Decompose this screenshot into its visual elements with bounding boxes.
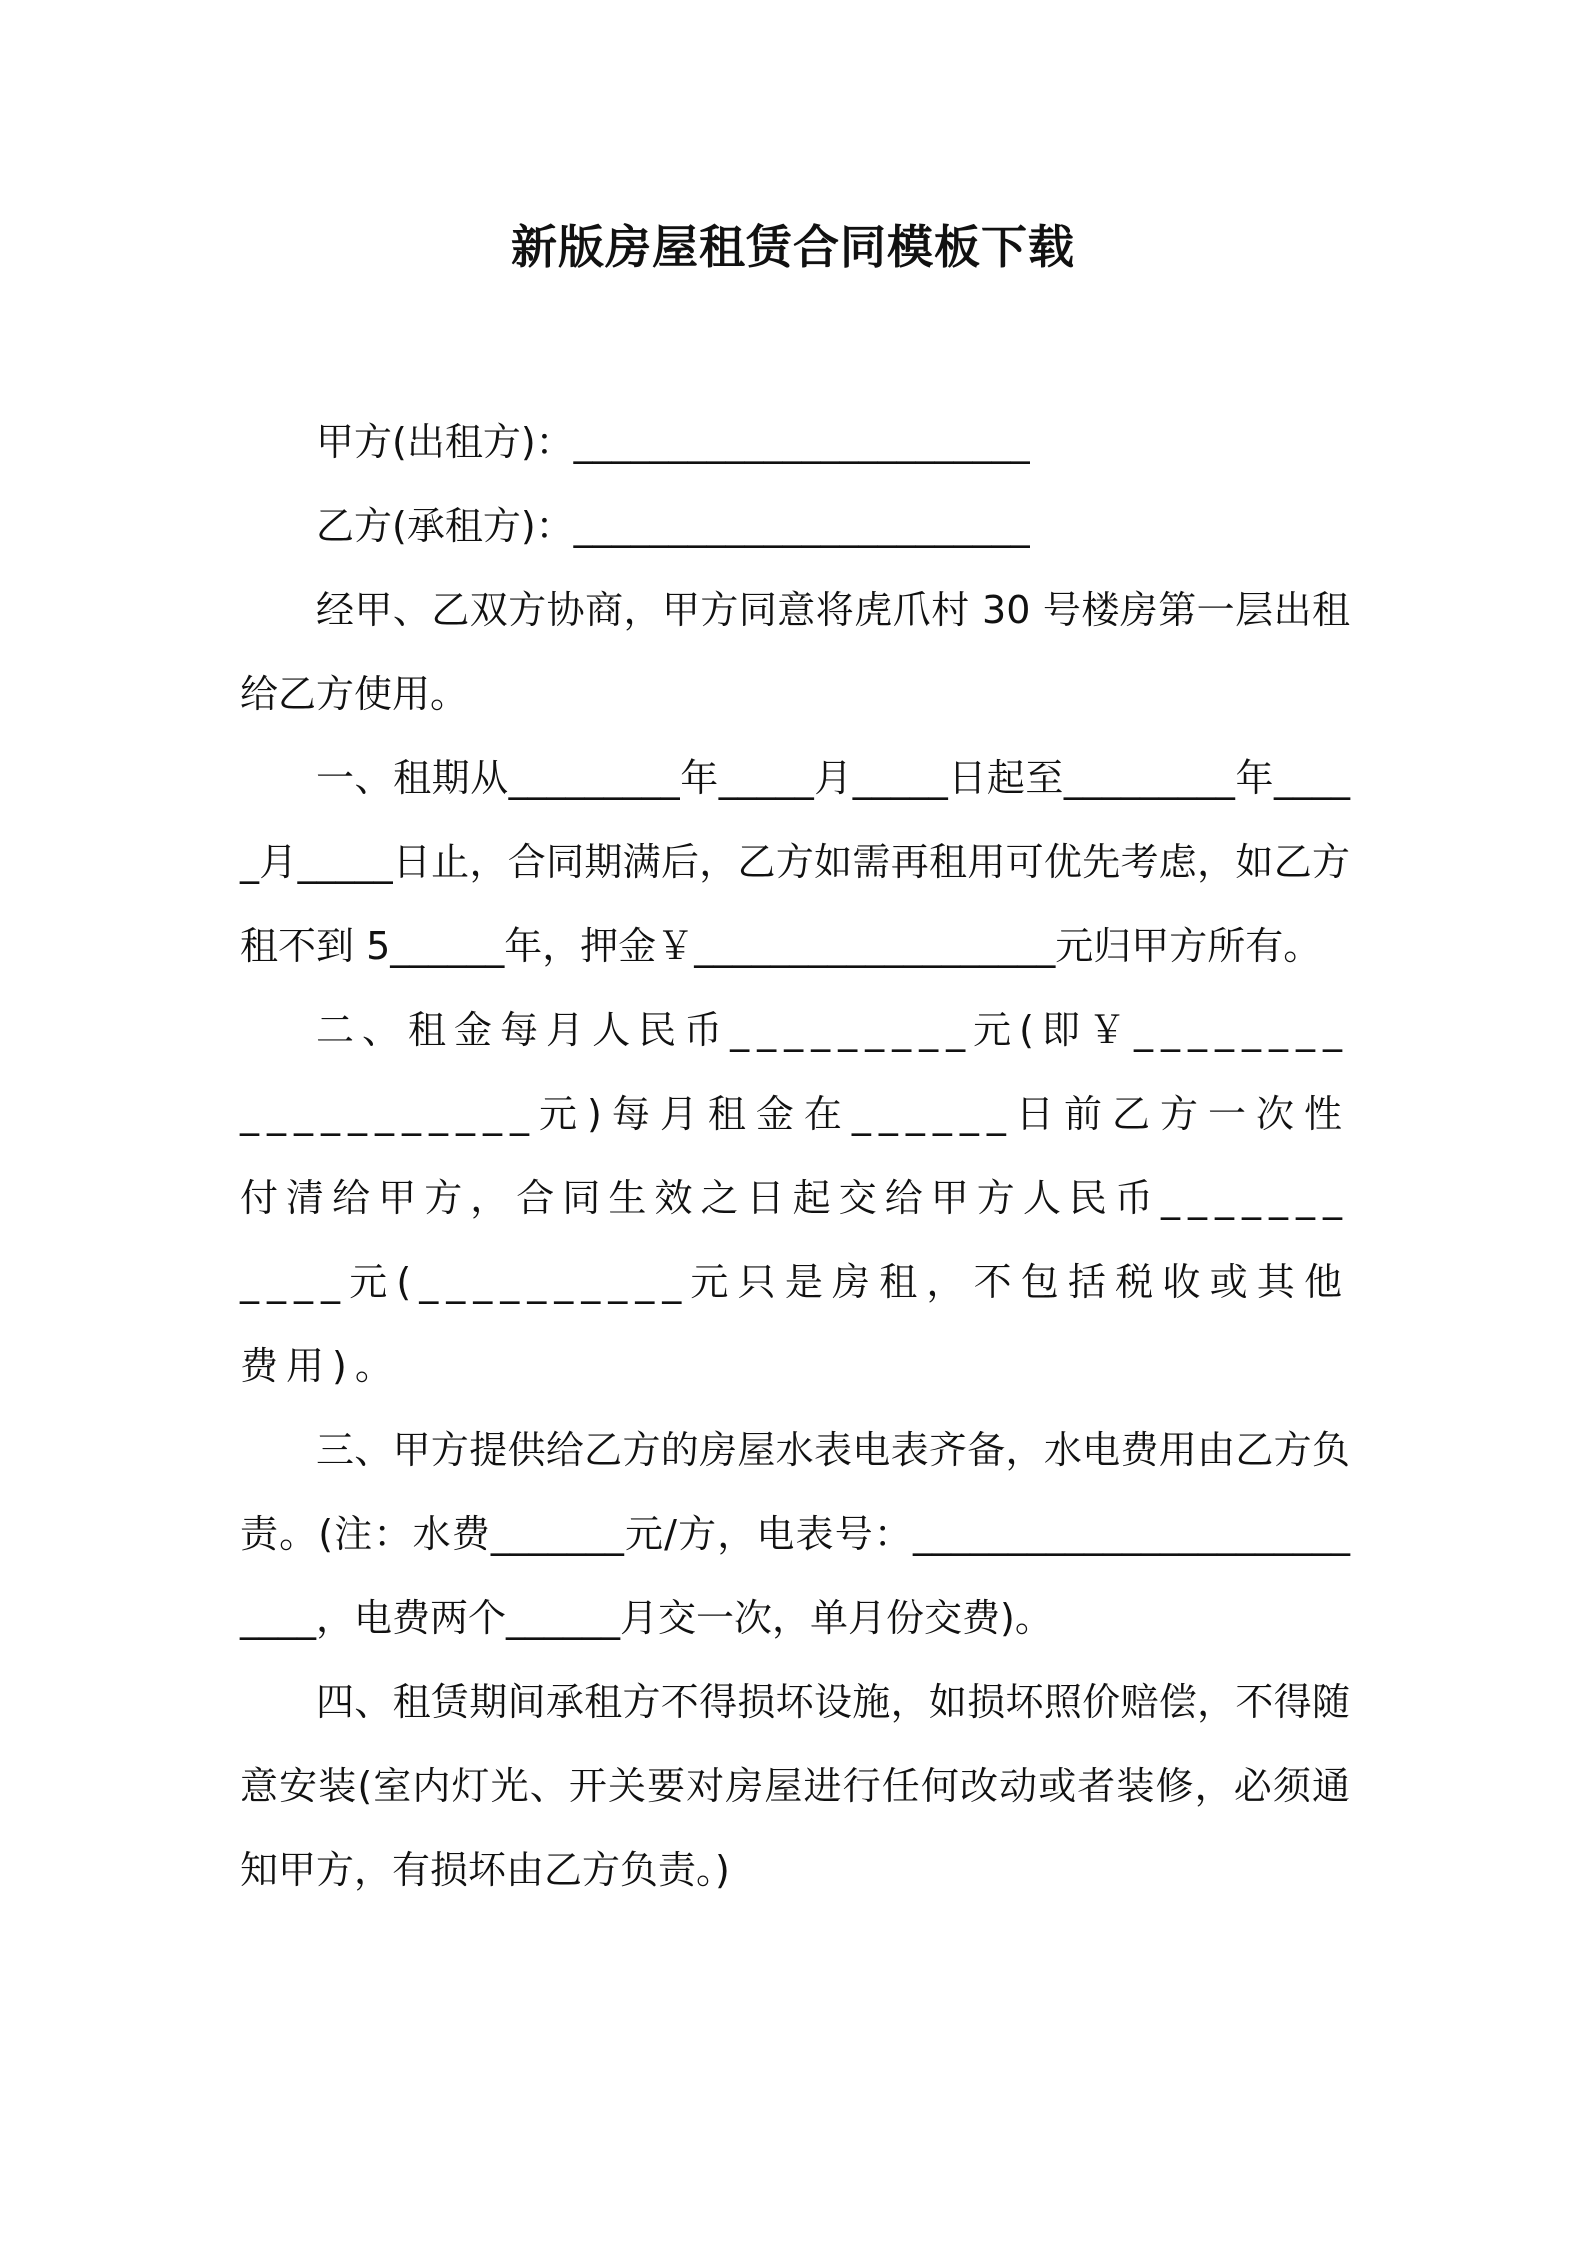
document-title: 新版房屋租赁合同模板下载	[511, 220, 1075, 274]
clause-1-lease-term: 一、租期从_________年_____月_____日起至_________年_____月_____日止，合同期满后，乙方如需再租用可优先考虑，如乙方租不到 5______年，押金￥___________________元归甲方所有。	[240, 756, 1350, 968]
clause-2-rent: 二、租金每月人民币_________元(即￥___________________元)每月租金在______日前乙方一次性付清给甲方，合同生效之日起交给甲方人民币___________元(__________元只是房租，不包括税收或其他费用)。	[240, 1008, 1350, 1388]
clause-4-facilities: 四、租赁期间承租方不得损坏设施，如损坏照价赔偿，不得随意安装(室内灯光、开关要对房屋进行任何改动或者装修，必须通知甲方，有损坏由乙方负责。)	[240, 1680, 1350, 1892]
document-body	[240, 400, 1350, 1912]
intro-paragraph: 经甲、乙双方协商，甲方同意将虎爪村 30 号楼房第一层出租给乙方使用。	[240, 588, 1350, 716]
party-a-line: 甲方(出租方)：________________________	[316, 420, 1030, 464]
clause-3-utilities: 三、甲方提供给乙方的房屋水表电表齐备，水电费用由乙方负责。(注：水费_______元/方，电表号：___________________________，电费两个______月交一次，单月份交费)。	[240, 1428, 1350, 1640]
party-b-line: 乙方(承租方)：________________________	[316, 504, 1030, 548]
